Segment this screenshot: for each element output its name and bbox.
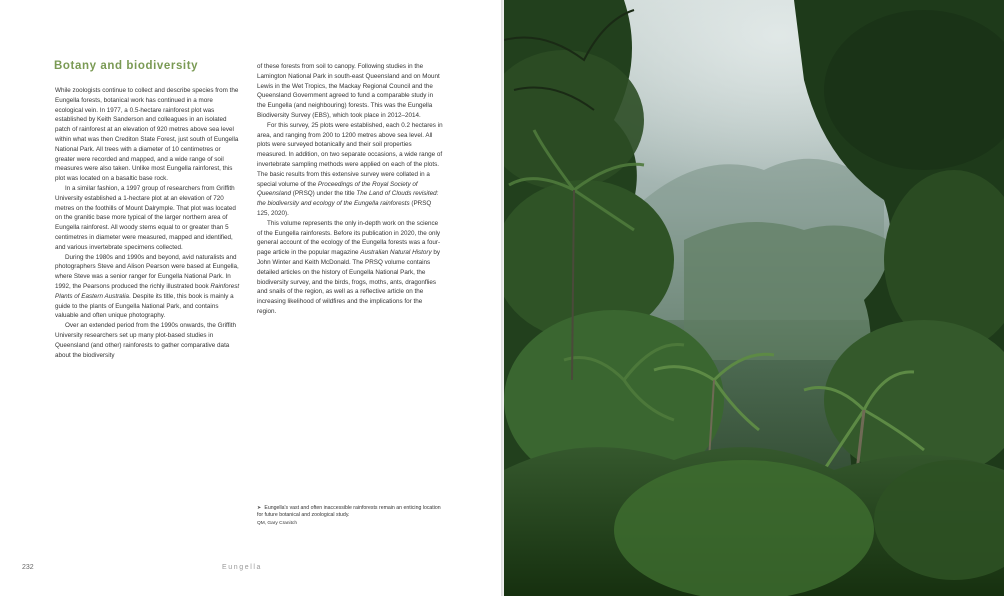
paragraph: During the 1980s and 1990s and beyond, avid naturalists and photographers Steve and Alison Pearson were based at Eungella, where Steve was a senior ranger for Eungella National Park. In 1992, the Pearsons produced the richly illustrated book Rainforest Plants of Eastern Australia. Despite its title, this book is mainly a guide to the plants of Eungella National Park, and contains valuable and often unique photography. [55,253,240,320]
running-title: Eungella [222,564,263,571]
magazine-title: Australian Natural History [360,249,432,257]
paragraph: For this survey, 25 plots were established, each 0.2 hectares in area, and ranging from 200 to 1200 metres above sea level. All plots were surveyed botanically and their soil properties measured. In addition, on two separate occasions, a wide range of invertebrate sampling methods were applied on each of the plots. The basic results from this extensive survey were collated in a special volume of the Proceedings of the Royal Society of Queensland (PRSQ) under the title The Land of Clouds revisited: the biodiversity and ecology of the Eungella rainforests (PRSQ 125, 2020). [257,121,443,217]
paragraph: of these forests from soil to canopy. Following studies in the Lamington National Park in south-east Queensland and on Mount Lewis in the Wet Tropics, the Mackay Regional Council and the Queensland Government agreed to fund a comparable study in the Eungella (and neighbouring) forests. This was the Eungella Biodiversity Survey (EBS), which took place in 2012–2014. [257,63,440,119]
volume-title: The Land of Clouds revisited: the biodiversity and ecology of the Eungella rainforests [257,190,439,208]
paragraph: This volume represents the only in-depth work on the science of the Eungella rainforests. Before its publication in 2020, the only general account of the ecology of the Eungella forests was a four-page article in the popular magazine Australian Natural History by John Winter and Keith McDonald. The PRSQ volume contains detailed articles on the history of Eungella National Park, the biodiversity survey, and the birds, frogs, moths, ants, dragonflies and snails of the region, as well as a reflective article on the increasing likelihood of wildfires and the implications for the region. [257,219,441,315]
photo-caption [257,505,443,527]
paragraph: In a similar fashion, a 1997 group of researchers from Griffith University established a 1-hectare plot at an elevation of 720 metres on the foothills of Mount Dalrymple. That plot was located on the granitic base more typical of the larger northern area of Eungella rainforest. All woody stems equal to or greater than 5 centimetres in diameter were measured, mapped and identified, and various invertebrate specimens collected. [55,184,236,251]
paragraph: Over an extended period from the 1990s onwards, the Griffith University researchers set up many plot-based studies in Queensland (and other) rainforests to gather comparative data about the biodiversity [55,322,237,359]
section-heading: Botany and biodiversity [54,60,199,72]
book-title: Rainforest Plants of Eastern Australia [55,282,240,300]
rainforest-photo [504,0,1004,596]
caption-text: Eungella's vast and often inaccessible rainforests remain an enticing location for future botanical and zoological study. [257,505,441,519]
caption-arrow-icon: ➤ [257,505,262,511]
photo-credit: QM, Gary Cranitch [257,520,297,526]
right-page [504,0,1004,596]
page-number: 232 [22,564,34,571]
paragraph: While zoologists continue to collect and describe species from the Eungella forests, botanical work has continued in a more ecological vein. In 1977, a 0.5-hectare rainforest plot was established by Keith Sanderson and colleagues in an isolated patch of rainforest at an elevation of 920 metres above sea level within what was then Crediton State Forest, just south of Eungella National Park. All trees with a diameter of 10 centimetres or greater were recorded and mapped, and a wide range of soil measures were also taken. Unlike most Eungella rainforest, this plot was located on a basaltic base rock. [55,87,239,183]
text-column-2 [257,62,443,317]
text-column-1 [55,86,241,360]
journal-title: Proceedings of the Royal Society of Queensland [257,180,418,198]
left-page [0,0,501,596]
